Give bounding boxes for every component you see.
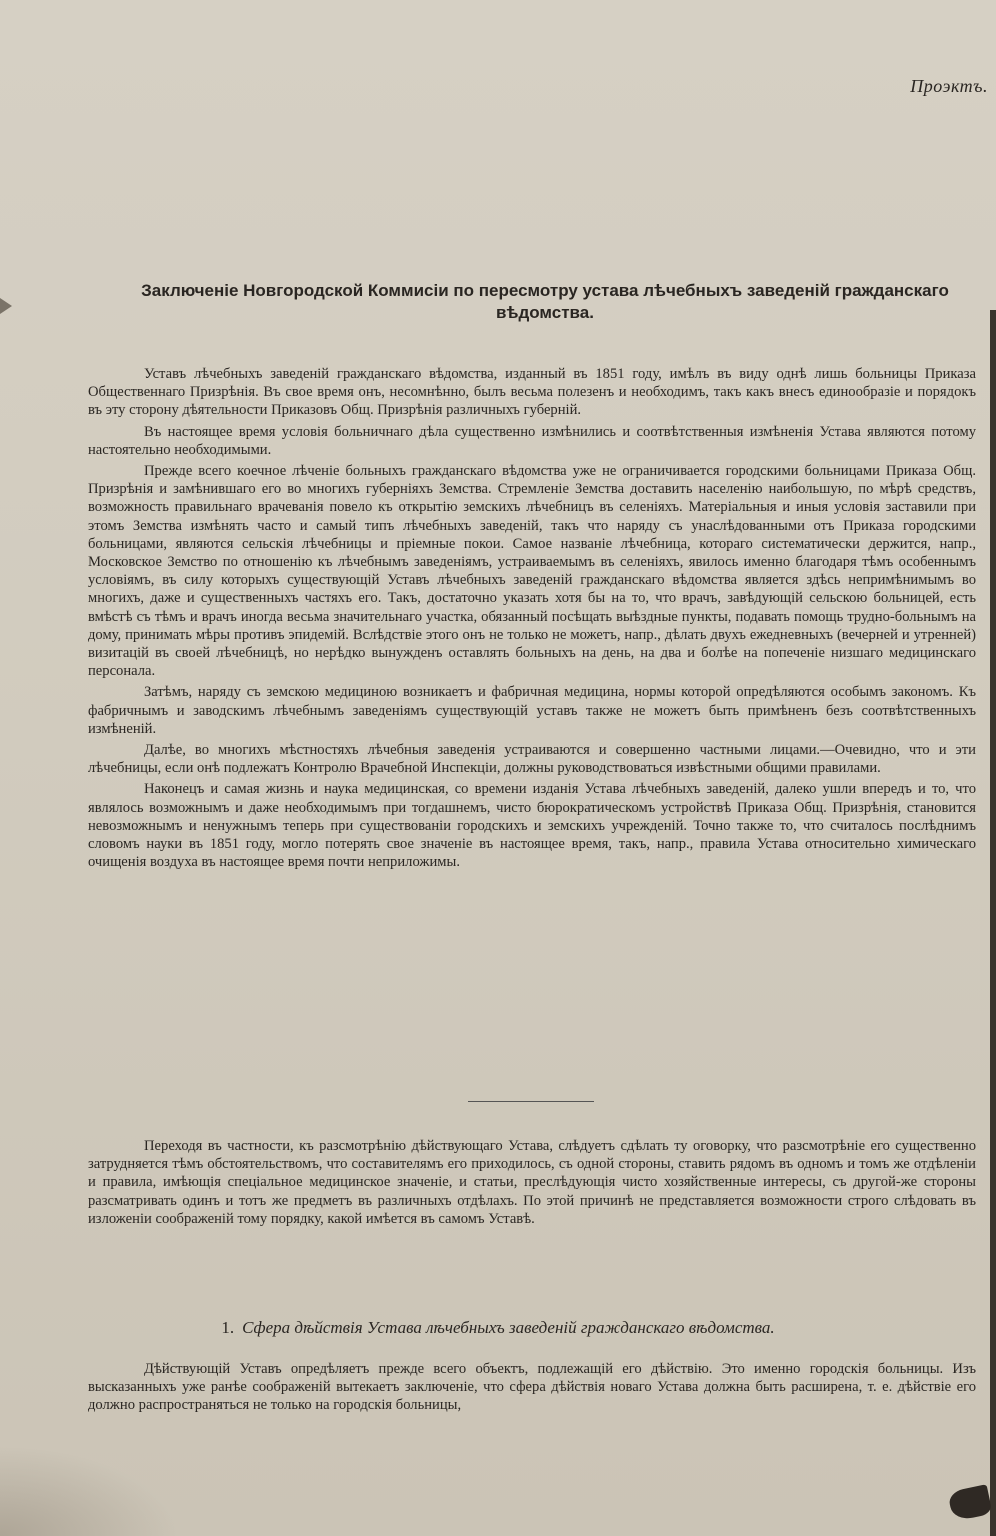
paragraph: Уставъ лѣчебныхъ заведенiй гражданскаго вѣдомства, изданный въ 1851 году, имѣлъ въ виду однѣ лишь больницы Приказа Общественнаго Призрѣнiя. Въ свое время онъ, несомнѣнно, былъ весьма полезенъ и необходимъ, такъ какъ внесъ единообразiе и порядокъ въ эту сторону дѣятельности Приказовъ Общ. Призрѣнiя различныхъ губернiй. [88, 366, 976, 419]
paragraph: Прежде всего коечное лѣченiе больныхъ гражданскаго вѣдомства уже не ограничивается городскими больницами Приказа Общ. Призрѣнiя и замѣнившаго его во многихъ губернiяхъ Земства. Стремленiе Земства доставить населенiю наибольшую, по мѣрѣ средствъ, возможность правильнаго врачеванiя повело къ открытiю земскихъ лѣчебницъ въ селенiяхъ. Матерiальныя и иныя условiя заставили при этомъ Земства измѣнять часто и самый типъ лѣчебныхъ заведенiй, такъ что наряду съ унаслѣдованными отъ Приказа городскими больницами, являются сельскiя лѣчебницы и прiемные покои. Самое названiе лѣчебница, котораго систематически держится, напр., Московское Земство по отношенiю къ лѣчебнымъ заведенiямъ, устраиваемымъ въ селенiяхъ, явилось именно благодаря тѣмъ особеннымъ условiямъ, въ силу которыхъ существующiй Уставъ лѣчебныхъ заведенiй гражданскаго вѣдомства является здѣсь непримѣнимымъ во многихъ, даже и существенныхъ частяхъ его. Такъ, достаточно указать хотя бы на то, что врачъ, завѣдующiй сельскою больницей, есть вмѣстѣ съ тѣмъ и врачъ иногда весьма значительнаго участка, обязанный посѣщать выѣздные пункты, подавать помощь трудно-больнымъ на дому, принимать мѣры противъ эпидемiй. Вслѣдствiе этого онъ не только не можетъ, напр., дѣлать двухъ ежедневныхъ (вечерней и утренней) визитацiй въ своей лѣчебницѣ, но нерѣдко вынужденъ оставлять больныхъ на день, на два и болѣе на попеченiе низшаго медицинскаго персонала. [88, 463, 976, 680]
paragraph: Переходя въ частности, къ разсмотрѣнiю дѣйствующаго Устава, слѣдуетъ сдѣлать ту оговорку, что разсмотрѣнiе его существенно затрудняется тѣмъ обстоятельствомъ, что составителямъ его приходилось, съ одной стороны, ставить рядомъ въ одномъ и томъ же отдѣленiи и правила, имѣющiя спецiальное медицинское значенiе, и статьи, преслѣдующiя чисто хозяйственные интересы, съ другой-же стороны разсматривать одинъ и тотъ же предметъ въ различныхъ отдѣлахъ. По этой причинѣ не представляется возможности строго слѣдовать въ изложенiи соображенiй тому порядку, какой имѣется въ самомъ Уставѣ. [88, 1138, 976, 1227]
section-number: 1. [221, 1318, 235, 1337]
page-notch [0, 298, 12, 314]
section-1-body [88, 1360, 976, 1418]
paper-wear [0, 1446, 180, 1536]
section-heading [0, 1318, 996, 1338]
paragraph: Затѣмъ, наряду съ земскою медициною возникаетъ и фабричная медицина, нормы которой опредѣляются особымъ закономъ. Къ фабричнымъ и заводскимъ лѣчебнымъ заведенiямъ существующiй уставъ также не можетъ быть примѣненъ безъ соотвѣтственныхъ измѣненiй. [88, 684, 976, 737]
paragraph: Наконецъ и самая жизнь и наука медицинская, со времени изданiя Устава лѣчебныхъ заведенiй, далеко ушли впередъ и то, что являлось возможнымъ и даже необходимымъ при тогдашнемъ, чисто бюрократическомъ устройствѣ Приказа Общ. Призрѣнiя, становится невозможнымъ и ненужнымъ теперь при существованiи городскихъ и земскихъ учрежденiй. Точно также то, что считалось послѣднимъ словомъ науки въ 1851 году, могло потерять свое значенiе въ настоящее время, такъ, напр., правила Устава относительно химическаго очищенiя воздуха въ настоящее время почти неприложимы. [88, 781, 976, 871]
project-mark: Проэктъ. [910, 76, 988, 96]
ink-blot [947, 1484, 992, 1522]
page-edge-shadow [990, 310, 996, 1536]
document-title: Заключенiе Новгородской Коммисiи по пересмотру устава лѣчебныхъ заведенiй гражданскаго вѣдомства. [141, 281, 949, 322]
intro-section [88, 365, 976, 874]
paragraph: Дѣйствующiй Уставъ опредѣляетъ прежде всего объектъ, подлежащiй его дѣйствiю. Это именно городскiя больницы. Изъ высказанныхъ уже ранѣе соображенiй вытекаетъ заключенiе, что сфера дѣйствiя новаго Устава должна быть расширена, т. е. дѣйствiе его должно распространяться не только на городскiя больницы, [88, 1361, 976, 1414]
section-title: Сфера дѣйствiя Устава лѣчебныхъ заведенiй гражданскаго вѣдомства. [242, 1318, 775, 1337]
paragraph: Далѣе, во многихъ мѣстностяхъ лѣчебныя заведенiя устраиваются и совершенно частными лицами.—Очевидно, что и эти лѣчебницы, если онѣ подлежатъ Контролю Врачебной Инспекцiи, должны руководствоваться извѣстными общими правилами. [88, 742, 976, 777]
part-b-section [88, 1137, 976, 1231]
section-divider [468, 1101, 594, 1102]
paragraph: Въ настоящее время условiя больничнаго дѣла существенно измѣнились и соотвѣтственныя измѣненiя Устава являются потому настоятельно необходимыми. [88, 423, 976, 458]
